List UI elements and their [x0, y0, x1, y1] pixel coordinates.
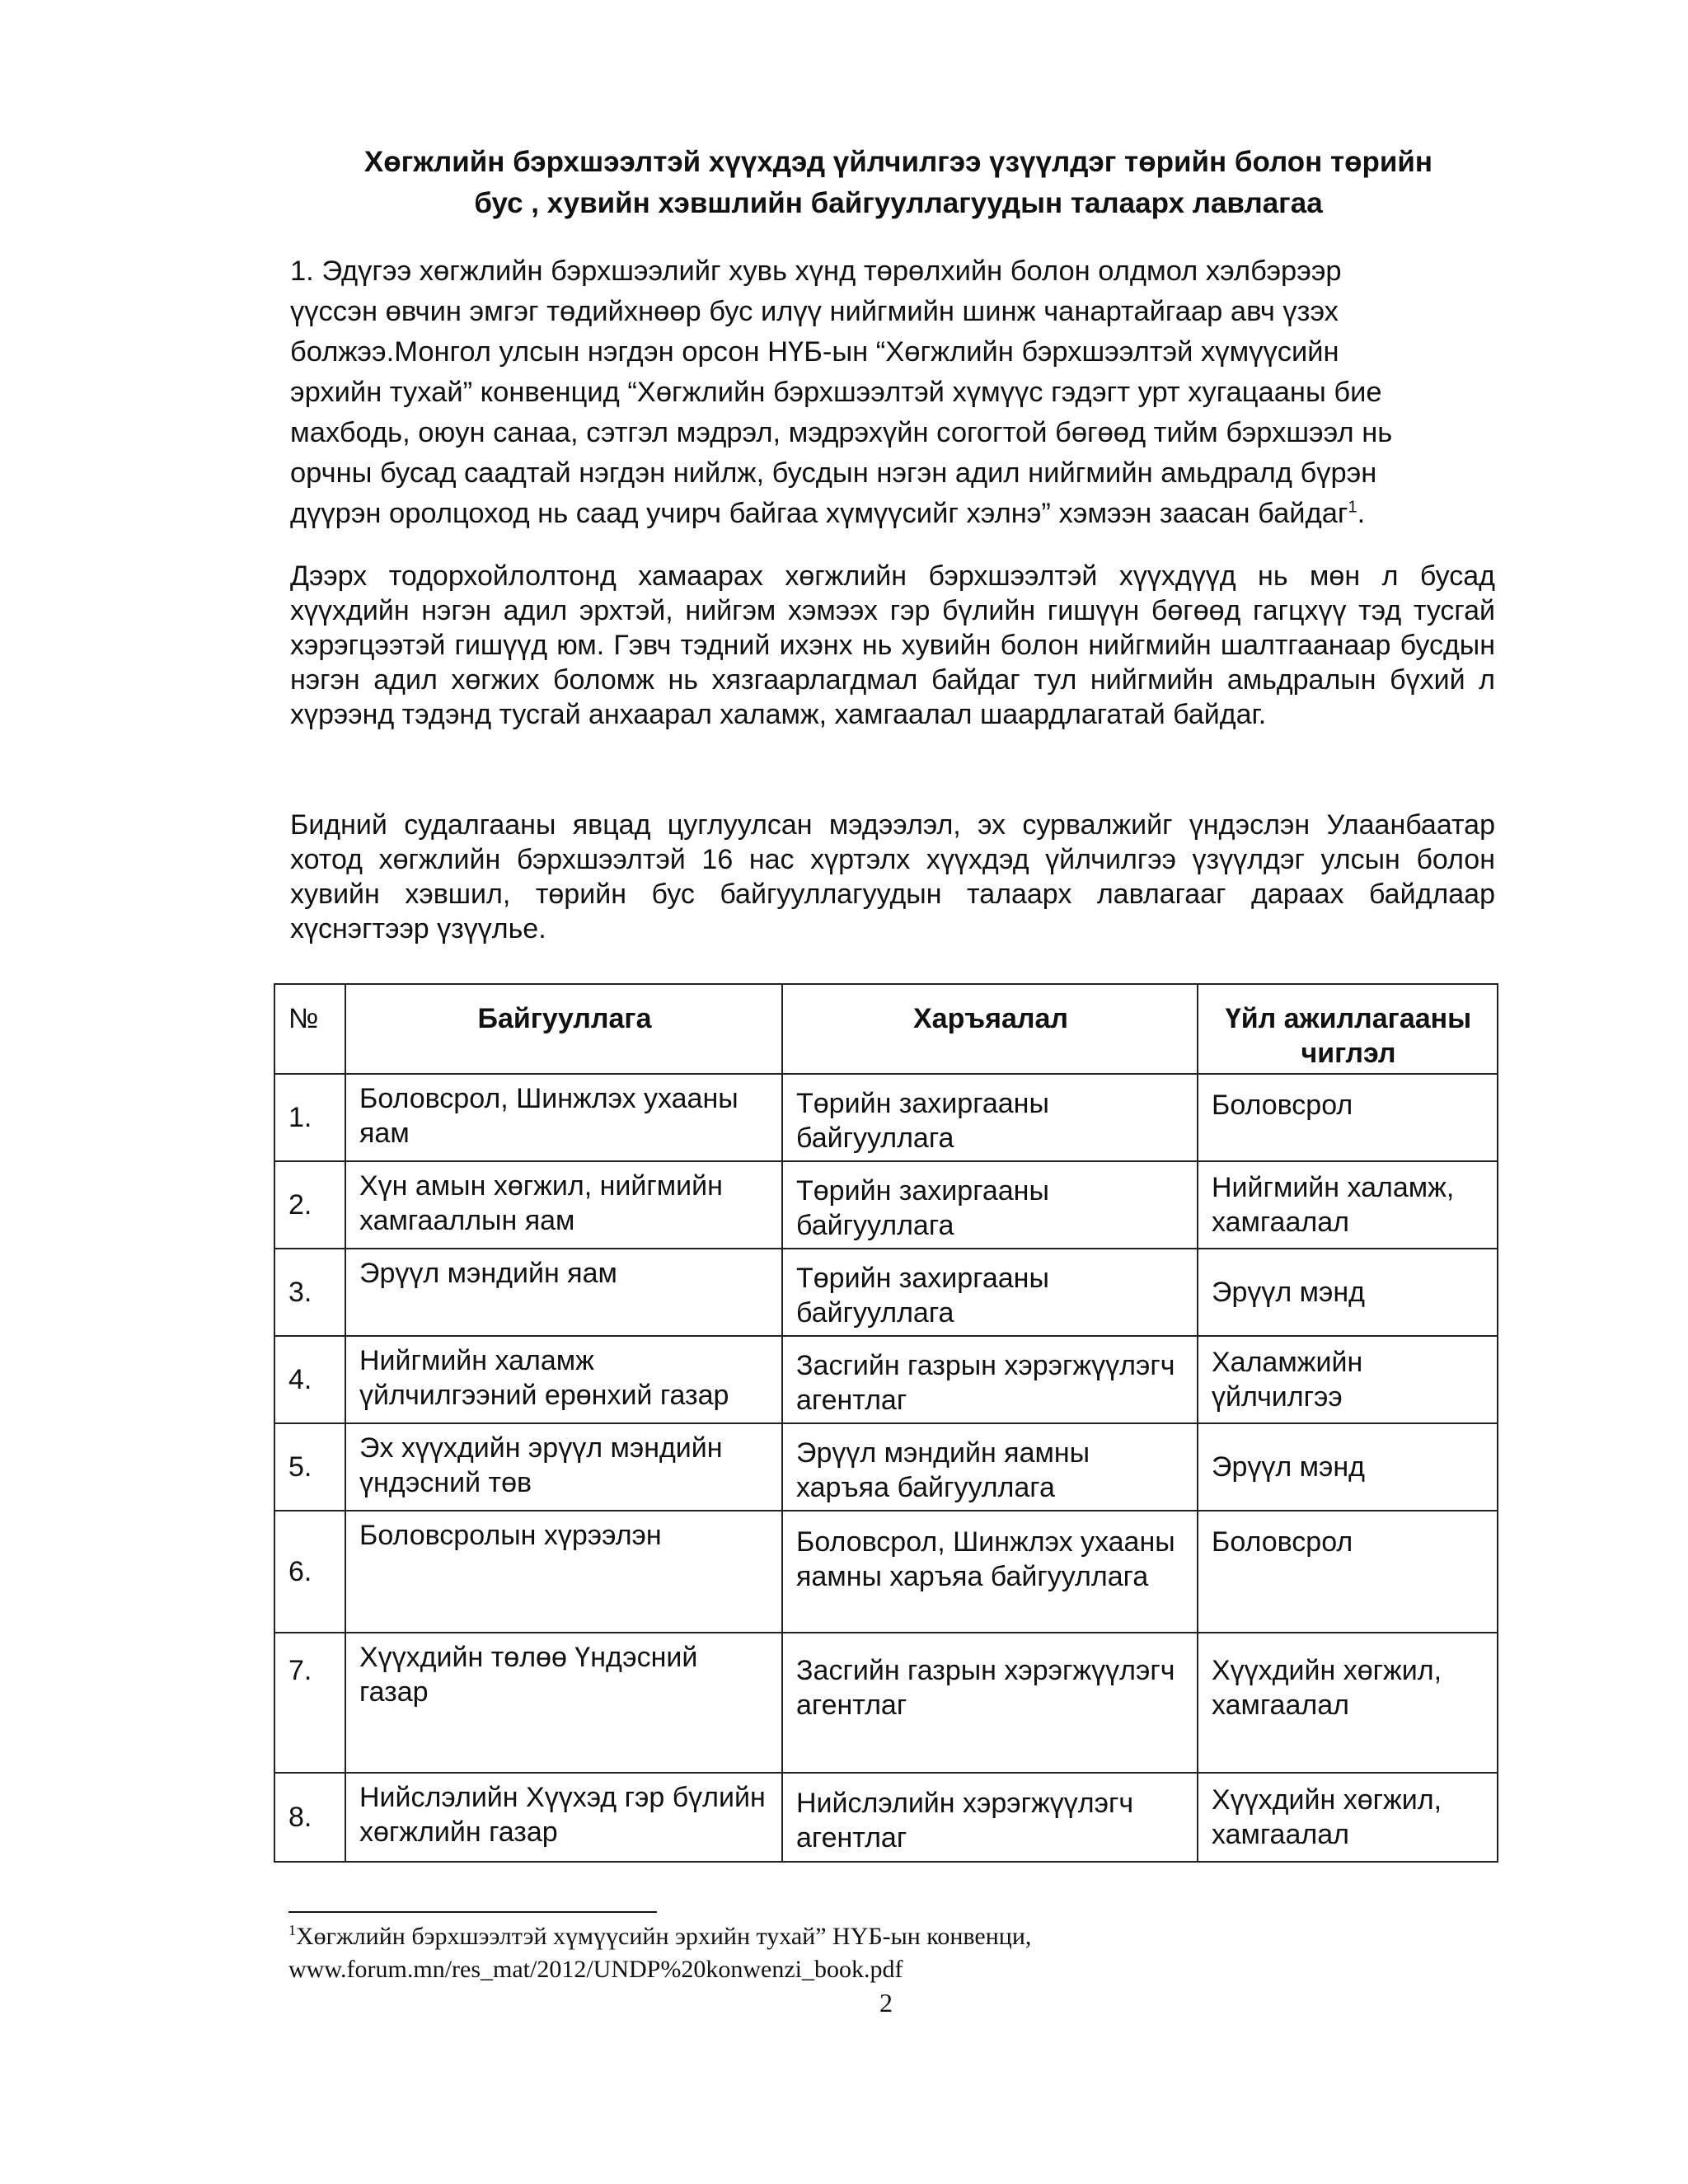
row-number: 6.: [274, 1511, 345, 1633]
row-activity: Хүүхдийн хөгжил, хамгаалал: [1198, 1633, 1498, 1773]
row-organization: Нийгмийн халамж үйлчилгээний ерөнхий газар: [345, 1336, 782, 1423]
row-number: 8.: [274, 1773, 345, 1862]
row-organization: Нийслэлийн Хүүхэд гэр бүлийн хөгжлийн газар: [345, 1773, 782, 1862]
footnote-separator: [288, 1911, 657, 1913]
row-organization: Хүн амын хөгжил, нийгмийн хамгааллын яам: [345, 1161, 782, 1249]
para1-end-punct: .: [1357, 498, 1366, 529]
row-organization: Боловсрол, Шинжлэх ухааны яам: [345, 1074, 782, 1161]
row-subordination: Засгийн газрын хэрэгжүүлэгч агентлаг: [782, 1336, 1198, 1423]
table-row: [274, 1161, 1498, 1249]
row-number: 4.: [274, 1336, 345, 1423]
row-activity: Эрүүл мэнд: [1198, 1249, 1498, 1336]
para1-line: эрхийн тухай” конвенцид “Хөгжлийн бэрхшээлтэй хүмүүс гэдэгт урт хугацааны бие: [290, 377, 1382, 408]
table-row: [274, 1074, 1498, 1161]
row-activity: Боловсрол: [1198, 1511, 1498, 1633]
table-row: [274, 1423, 1498, 1511]
table-row: [274, 1336, 1498, 1423]
row-number: 2.: [274, 1161, 345, 1249]
page-number: 2: [879, 1988, 893, 2018]
row-number: 3.: [274, 1249, 345, 1336]
para1-line: орчны бусад саадтай нэгдэн нийлж, бусдын нэгэн адил нийгмийн амьдралд бүрэн: [290, 457, 1377, 489]
title-line-1: Хөгжлийн бэрхшээлтэй хүүхдэд үйлчилгээ үзүүлдэг төрийн болон төрийн: [363, 146, 1433, 178]
row-activity: Халамжийн үйлчилгээ: [1198, 1336, 1498, 1423]
row-activity: Нийгмийн халамж, хамгаалал: [1198, 1161, 1498, 1249]
table-row: [274, 1511, 1498, 1633]
header-activity: Үйл ажиллагааны чиглэл: [1198, 984, 1498, 1074]
row-organization: Эх хүүхдийн эрүүл мэндийн үндэсний төв: [345, 1423, 782, 1511]
para1-line: үүссэн өвчин эмгэг төдийхнөөр бус илүү нийгмийн шинж чанартайгаар авч үзэх: [290, 296, 1339, 327]
para1-line: дүүрэн оролцоход нь саад учирч байгаа хүмүүсийг хэлнэ” хэмээн заасан байдаг: [290, 498, 1348, 529]
organizations-table: [274, 983, 1498, 1863]
row-subordination: Төрийн захиргааны байгууллага: [782, 1074, 1198, 1161]
row-subordination: Засгийн газрын хэрэгжүүлэгч агентлаг: [782, 1633, 1198, 1773]
para1-line: болжээ.Монгол улсын нэгдэн орсон НҮБ-ын “Хөгжлийн бэрхшээлтэй хүмүүсийн: [290, 336, 1339, 368]
footnote-reference[interactable]: 1: [1348, 498, 1357, 517]
table-row: [274, 1249, 1498, 1336]
row-subordination: Төрийн захиргааны байгууллага: [782, 1249, 1198, 1336]
header-organization: Байгууллага: [345, 984, 782, 1074]
footnote-mark: 1: [288, 1922, 296, 1938]
paragraph-definition: [290, 251, 1495, 534]
row-activity: Эрүүл мэнд: [1198, 1423, 1498, 1511]
row-number: 7.: [274, 1633, 345, 1773]
paragraph-table-intro: Бидний судалгааны явцад цуглуулсан мэдээлэл, эх сурвалжийг үндэслэн Улаанбаатар хотод хөгжлийн бэрхшээлтэй 16 нас хүртэлх хүүхдэд үйлчилгээ үзүүлдэг улсын болон хувийн хэвшил, төрийн бус байгууллагуудын талаарх лавлагааг дараах байдлаар хүснэгтээр үзүүлье.: [290, 809, 1495, 944]
footnote-text: Хөгжлийн бэрхшээлтэй хүмүүсийн эрхийн тухай” НҮБ-ын конвенци,: [296, 1923, 1032, 1950]
footnote-link[interactable]: www.forum.mn/res_mat/2012/UNDP%20konwenzi_book.pdf: [288, 1956, 903, 1983]
row-activity: Боловсрол: [1198, 1074, 1498, 1161]
row-subordination: Төрийн захиргааны байгууллага: [782, 1161, 1198, 1249]
row-subordination: Боловсрол, Шинжлэх ухааны яамны харъяа байгууллага: [782, 1511, 1198, 1633]
row-subordination: Эрүүл мэндийн яамны харъяа байгууллага: [782, 1423, 1198, 1511]
table-row: [274, 1773, 1498, 1862]
page-title: [280, 142, 1517, 224]
row-organization: Хүүхдийн төлөө Үндэсний газар: [345, 1633, 782, 1773]
row-organization: Эрүүл мэндийн яам: [345, 1249, 782, 1336]
header-number: №: [274, 984, 345, 1074]
row-organization: Боловсролын хүрээлэн: [345, 1511, 782, 1633]
row-subordination: Нийслэлийн хэрэгжүүлэгч агентлаг: [782, 1773, 1198, 1862]
paragraph-children-needs: Дээрх тодорхойлолтонд хамаарах хөгжлийн бэрхшээлтэй хүүхдүүд нь мөн л бусад хүүхдийн нэгэн адил эрхтэй, нийгэм хэмээх гэр бүлийн гишүүн бөгөөд гагцхүү тэд тусгай хэрэгцээтэй гишүүд юм. Гэвч тэдний ихэнх нь хувийн болон нийгмийн шалтгаанаар бусдын нэгэн адил хөгжих боломж нь хязгаарлагдмал байдаг тул нийгмийн амьдралын бүхий л хүрээнд тэдэнд тусгай анхаарал халамж, хамгаалал шаардлагатай байдаг.: [290, 560, 1495, 730]
table-row: [274, 1633, 1498, 1773]
para1-line: 1. Эдүгээ хөгжлийн бэрхшээлийг хувь хүнд төрөлхийн болон олдмол хэлбэрээр: [290, 255, 1342, 287]
para1-line: махбодь, оюун санаа, сэтгэл мэдрэл, мэдрэхүйн согогтой бөгөөд тийм бэрхшээл нь: [290, 417, 1393, 448]
header-subordination: Харъяалал: [782, 984, 1198, 1074]
row-activity: Хүүхдийн хөгжил, хамгаалал: [1198, 1773, 1498, 1862]
footnote: [288, 1920, 1442, 1986]
title-line-2: бус , хувийн хэвшлийн байгууллагуудын талаарх лавлагаа: [474, 187, 1323, 219]
table-header-row: [274, 984, 1498, 1074]
row-number: 1.: [274, 1074, 345, 1161]
row-number: 5.: [274, 1423, 345, 1511]
